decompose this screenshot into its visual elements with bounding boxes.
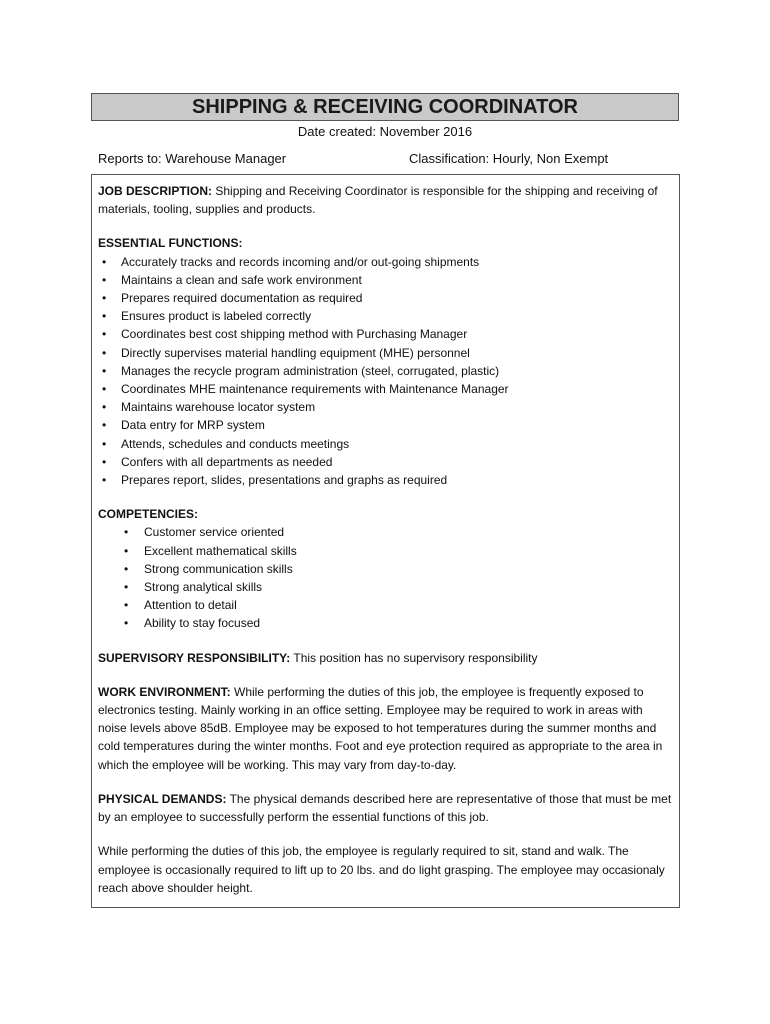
job-details-box — [91, 174, 680, 908]
physical-demands-details: While performing the duties of this job, the employee is regularly required to sit, stand and walk. The employee is occasionally required to lift up to 20 lbs. and do light grasping. The employee may occasionaly reach above shoulder height. — [98, 844, 665, 895]
document-title: SHIPPING & RECEIVING COORDINATOR — [91, 93, 679, 121]
physical-demands — [98, 790, 673, 826]
work-environment-text: While performing the duties of this job, the employee is frequently exposed to electronics testing. Mainly working in an office setting. Employee may be required to work in areas with noise levels above 85dB. Employee may be exposed to hot temperatures during the summer months and cold temperatures during the winter months. Foot and eye protection required as appropriate to the area in which the employee will be working. This may vary from day-to-day. — [98, 684, 663, 772]
job-description-text: Shipping and Receiving Coordinator is responsible for the shipping and receiving of materials, tooling, supplies and products. — [98, 184, 658, 217]
list-item: • Accurately tracks and records incoming and/or out-going shipments — [98, 253, 673, 271]
work-environment-label: WORK ENVIRONMENT: — [98, 684, 231, 699]
physical-demands-label: PHYSICAL DEMANDS: — [98, 791, 227, 806]
list-item: • Attends, schedules and conducts meetings — [98, 435, 673, 453]
essential-functions-list — [98, 253, 673, 490]
classification: Classification: Hourly, Non Exempt — [409, 151, 609, 166]
list-item: • Maintains a clean and safe work environment — [98, 271, 673, 289]
job-description-label: JOB DESCRIPTION: — [98, 184, 213, 198]
list-item: • Attention to detail — [98, 596, 673, 614]
list-item: • Excellent mathematical skills — [98, 542, 673, 560]
list-item: • Coordinates MHE maintenance requirements with Maintenance Manager — [98, 380, 673, 398]
list-item: • Strong communication skills — [98, 560, 673, 578]
list-item: • Confers with all departments as needed — [98, 453, 673, 471]
date-created: Date created: November 2016 — [297, 124, 473, 139]
reports-to: Reports to: Warehouse Manager — [98, 151, 287, 166]
list-item: • Directly supervises material handling equipment (MHE) personnel — [98, 344, 673, 362]
job-description — [98, 182, 673, 218]
competencies-list — [98, 523, 673, 632]
list-item: • Maintains warehouse locator system — [98, 398, 673, 416]
list-item: • Ability to stay focused — [98, 614, 673, 632]
list-item: • Customer service oriented — [98, 523, 673, 541]
competencies-label: COMPETENCIES: — [98, 507, 199, 522]
list-item: • Manages the recycle program administration (steel, corrugated, plastic) — [98, 362, 673, 380]
physical-demands-text: The physical demands described here are representative of those that must be met by an employee to successfully perform the essential functions of this job. — [98, 791, 672, 825]
supervisory-label: SUPERVISORY RESPONSIBILITY: — [98, 650, 291, 665]
supervisory-responsibility — [98, 649, 673, 667]
list-item: • Strong analytical skills — [98, 578, 673, 596]
list-item: • Data entry for MRP system — [98, 416, 673, 434]
list-item: • Prepares report, slides, presentations and graphs as required — [98, 471, 673, 489]
work-environment — [98, 683, 673, 774]
supervisory-text: This position has no supervisory responsibility — [290, 650, 538, 665]
list-item: • Coordinates best cost shipping method with Purchasing Manager — [98, 325, 673, 343]
essential-functions-label: ESSENTIAL FUNCTIONS: — [98, 236, 243, 251]
list-item: • Prepares required documentation as required — [98, 289, 673, 307]
list-item: • Ensures product is labeled correctly — [98, 307, 673, 325]
